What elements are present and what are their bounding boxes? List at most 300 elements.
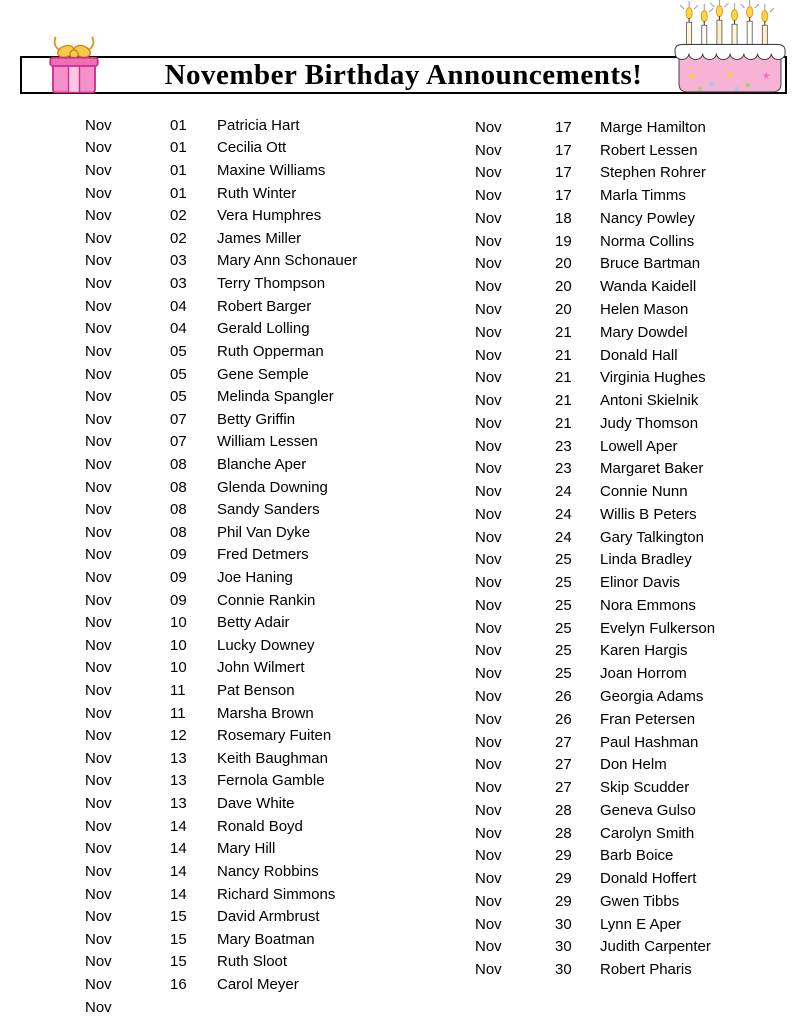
birthday-day: 02 bbox=[170, 229, 187, 247]
svg-text:★: ★ bbox=[725, 69, 735, 81]
birthday-day: 26 bbox=[555, 710, 572, 728]
birthday-month: Nov bbox=[85, 546, 112, 564]
birthday-row bbox=[85, 363, 465, 386]
birthday-name: Nancy Robbins bbox=[217, 862, 319, 880]
birthday-month: Nov bbox=[85, 908, 112, 926]
birthday-row bbox=[85, 159, 465, 182]
birthday-month: Nov bbox=[85, 704, 112, 722]
birthday-name: Barb Boice bbox=[600, 847, 674, 865]
birthday-day: 12 bbox=[170, 727, 187, 745]
birthday-day: 25 bbox=[555, 551, 572, 569]
birthday-name: Robert Lessen bbox=[600, 141, 698, 159]
birthday-name: Robert Barger bbox=[217, 297, 312, 315]
birthday-month: Nov bbox=[475, 915, 502, 933]
birthday-month: Nov bbox=[85, 252, 112, 270]
birthday-row bbox=[475, 321, 795, 344]
birthday-row bbox=[85, 838, 465, 861]
birthday-month: Nov bbox=[85, 817, 112, 835]
birthday-day: 03 bbox=[170, 252, 187, 270]
birthday-name: Donald Hoffert bbox=[600, 870, 697, 888]
birthday-row bbox=[85, 815, 465, 838]
birthday-row bbox=[475, 366, 795, 389]
birthday-row bbox=[475, 776, 795, 799]
birthday-day: 15 bbox=[170, 908, 187, 926]
birthday-row bbox=[85, 317, 465, 340]
birthday-day: 09 bbox=[170, 568, 187, 586]
birthday-row bbox=[85, 295, 465, 318]
birthday-name: Patricia Hart bbox=[217, 116, 300, 134]
birthday-row bbox=[475, 617, 795, 640]
birthday-name: Don Helm bbox=[600, 756, 667, 774]
birthday-day: 01 bbox=[170, 184, 187, 202]
birthday-name: Betty Adair bbox=[217, 614, 290, 632]
birthday-day: 23 bbox=[555, 460, 572, 478]
birthday-name: Sandy Sanders bbox=[217, 501, 320, 519]
birthday-name: William Lessen bbox=[217, 433, 318, 451]
birthday-row bbox=[475, 184, 795, 207]
birthday-day: 20 bbox=[555, 278, 572, 296]
birthday-day: 24 bbox=[555, 528, 572, 546]
birthday-row bbox=[475, 936, 795, 959]
birthday-day: 04 bbox=[170, 297, 187, 315]
birthday-day: 11 bbox=[170, 704, 186, 722]
birthday-name: Carol Meyer bbox=[217, 975, 299, 993]
birthday-month: Nov bbox=[85, 365, 112, 383]
birthday-name: Marla Timms bbox=[600, 187, 686, 205]
birthday-month: Nov bbox=[475, 141, 502, 159]
birthday-list-left-column bbox=[85, 114, 465, 1018]
birthday-name: Lucky Downey bbox=[217, 636, 315, 654]
birthday-name: Stephen Rohrer bbox=[600, 164, 706, 182]
birthday-row bbox=[475, 662, 795, 685]
birthday-name: Skip Scudder bbox=[600, 779, 690, 797]
birthday-month: Nov bbox=[85, 455, 112, 473]
birthday-row bbox=[85, 114, 465, 137]
birthday-row bbox=[475, 890, 795, 913]
birthday-row bbox=[475, 162, 795, 185]
birthday-name: Robert Pharis bbox=[600, 961, 692, 979]
birthday-month: Nov bbox=[85, 975, 112, 993]
birthday-row bbox=[475, 435, 795, 458]
birthday-row bbox=[85, 385, 465, 408]
birthday-name: Joan Horrom bbox=[600, 665, 687, 683]
birthday-name: Glenda Downing bbox=[217, 478, 328, 496]
birthday-day: 14 bbox=[170, 885, 187, 903]
birthday-month: Nov bbox=[85, 116, 112, 134]
birthday-row bbox=[85, 227, 465, 250]
birthday-name: Antoni Skielnik bbox=[600, 392, 699, 410]
birthday-row bbox=[475, 708, 795, 731]
birthday-month: Nov bbox=[85, 682, 112, 700]
birthday-month: Nov bbox=[475, 483, 502, 501]
birthday-month: Nov bbox=[475, 164, 502, 182]
birthday-name: Carolyn Smith bbox=[600, 824, 695, 842]
birthday-name: Nancy Powley bbox=[600, 209, 696, 227]
birthday-row bbox=[85, 340, 465, 363]
birthday-month: Nov bbox=[475, 801, 502, 819]
birthday-row bbox=[85, 250, 465, 273]
birthday-row bbox=[85, 544, 465, 567]
birthday-name: Fred Detmers bbox=[217, 546, 309, 564]
birthday-name: Karen Hargis bbox=[600, 642, 688, 660]
birthday-row bbox=[475, 913, 795, 936]
birthday-day: 08 bbox=[170, 501, 187, 519]
birthday-month: Nov bbox=[475, 209, 502, 227]
birthday-name: Mary Ann Schonauer bbox=[217, 252, 358, 270]
svg-text:★: ★ bbox=[761, 70, 771, 82]
birthday-day: 30 bbox=[555, 961, 572, 979]
birthday-name: Vera Humphres bbox=[217, 207, 322, 225]
birthday-day: 20 bbox=[555, 255, 572, 273]
birthday-name: Judith Carpenter bbox=[600, 938, 711, 956]
birthday-name: Helen Mason bbox=[600, 301, 689, 318]
birthday-row bbox=[85, 657, 465, 680]
birthday-row bbox=[85, 996, 465, 1018]
birthday-day: 27 bbox=[555, 779, 572, 797]
birthday-month: Nov bbox=[475, 870, 502, 888]
svg-text:★: ★ bbox=[697, 83, 704, 93]
birthday-month: Nov bbox=[475, 392, 502, 410]
birthday-name: Mary Boatman bbox=[217, 930, 315, 948]
birthday-row bbox=[475, 799, 795, 822]
birthday-name: Ruth Winter bbox=[217, 184, 297, 202]
birthday-name: Willis B Peters bbox=[600, 505, 697, 523]
birthday-row bbox=[475, 139, 795, 162]
birthday-month: Nov bbox=[85, 614, 112, 632]
birthday-month: Nov bbox=[85, 275, 112, 293]
birthday-day: 05 bbox=[170, 388, 187, 406]
birthday-month: Nov bbox=[85, 840, 112, 858]
birthday-month: Nov bbox=[475, 437, 502, 455]
birthday-row bbox=[475, 753, 795, 776]
birthday-month: Nov bbox=[85, 229, 112, 247]
birthday-row bbox=[475, 503, 795, 526]
birthday-day: 15 bbox=[170, 953, 187, 971]
birthday-name: Wanda Kaidell bbox=[600, 278, 697, 296]
birthday-row bbox=[85, 679, 465, 702]
birthday-day: 21 bbox=[555, 346, 572, 364]
birthday-name: Margaret Baker bbox=[600, 460, 704, 478]
birthday-name: Geneva Gulso bbox=[600, 801, 696, 819]
birthday-month: Nov bbox=[475, 232, 502, 250]
birthday-name: Ruth Opperman bbox=[217, 342, 324, 360]
birthday-month: Nov bbox=[475, 961, 502, 979]
birthday-day: 08 bbox=[170, 455, 187, 473]
birthday-day: 01 bbox=[170, 139, 187, 157]
birthday-name: Marsha Brown bbox=[217, 704, 314, 722]
birthday-day: 08 bbox=[170, 478, 187, 496]
birthday-row bbox=[475, 298, 795, 321]
birthday-name: Marge Hamilton bbox=[600, 118, 706, 136]
birthday-name: Betty Griffin bbox=[217, 410, 296, 428]
birthday-month: Nov bbox=[475, 323, 502, 341]
birthday-month: Nov bbox=[475, 118, 502, 136]
birthday-month: Nov bbox=[475, 187, 502, 205]
birthday-row bbox=[475, 640, 795, 663]
birthday-day: 21 bbox=[555, 392, 572, 410]
birthday-day: 17 bbox=[555, 164, 572, 182]
birthday-name: Evelyn Fulkerson bbox=[600, 619, 716, 637]
birthday-month: Nov bbox=[475, 596, 502, 614]
birthday-day: 19 bbox=[555, 232, 572, 250]
birthday-day: 03 bbox=[170, 275, 187, 293]
birthday-name: Rosemary Fuiten bbox=[217, 727, 332, 745]
birthday-name: Mary Dowdel bbox=[600, 323, 688, 341]
birthday-month: Nov bbox=[85, 501, 112, 519]
birthday-name: Lowell Aper bbox=[600, 437, 678, 455]
birthday-month: Nov bbox=[85, 930, 112, 948]
birthday-day: 13 bbox=[170, 772, 187, 790]
birthday-name: Gary Talkington bbox=[600, 528, 704, 546]
birthday-month: Nov bbox=[475, 414, 502, 432]
birthday-month: Nov bbox=[85, 998, 112, 1016]
birthday-name: Donald Hall bbox=[600, 346, 678, 364]
birthday-name: Phil Van Dyke bbox=[217, 523, 311, 541]
birthday-day: 25 bbox=[555, 574, 572, 592]
birthday-day: 29 bbox=[555, 847, 572, 865]
birthday-month: Nov bbox=[85, 636, 112, 654]
birthday-name: Norma Collins bbox=[600, 232, 695, 250]
birthday-month: Nov bbox=[475, 665, 502, 683]
birthday-day: 07 bbox=[170, 433, 187, 451]
birthday-month: Nov bbox=[475, 619, 502, 637]
birthday-name: Bruce Bartman bbox=[600, 255, 701, 273]
birthday-month: Nov bbox=[85, 342, 112, 360]
birthday-day: 25 bbox=[555, 596, 572, 614]
birthday-name: Dave White bbox=[217, 795, 295, 813]
birthday-month: Nov bbox=[475, 710, 502, 728]
birthday-day: 24 bbox=[555, 505, 572, 523]
birthday-row bbox=[85, 476, 465, 499]
birthday-row bbox=[475, 480, 795, 503]
birthday-month: Nov bbox=[475, 756, 502, 774]
birthday-month: Nov bbox=[85, 862, 112, 880]
birthday-row bbox=[85, 453, 465, 476]
birthday-row bbox=[85, 973, 465, 996]
birthday-name: Lynn E Aper bbox=[600, 915, 682, 933]
birthday-day: 01 bbox=[170, 162, 187, 180]
birthday-month: Nov bbox=[475, 369, 502, 387]
birthday-row bbox=[85, 408, 465, 431]
birthday-day: 28 bbox=[555, 824, 572, 842]
birthday-month: Nov bbox=[475, 938, 502, 956]
birthday-day: 09 bbox=[170, 546, 187, 564]
birthday-row bbox=[475, 389, 795, 412]
birthday-day: 17 bbox=[555, 141, 572, 159]
birthday-name: Maxine Williams bbox=[217, 162, 326, 180]
birthday-day: 09 bbox=[170, 591, 187, 609]
birthday-day: 26 bbox=[555, 688, 572, 706]
birthday-row bbox=[85, 272, 465, 295]
birthday-day: 13 bbox=[170, 749, 187, 767]
birthday-day: 29 bbox=[555, 870, 572, 888]
birthday-row bbox=[475, 731, 795, 754]
birthday-day: 27 bbox=[555, 733, 572, 751]
birthday-month: Nov bbox=[85, 523, 112, 541]
birthday-row bbox=[85, 611, 465, 634]
birthday-row bbox=[85, 883, 465, 906]
birthday-row bbox=[85, 747, 465, 770]
birthday-cake-icon bbox=[666, 0, 794, 104]
birthday-day: 16 bbox=[170, 975, 187, 993]
page-title: November Birthday Announcements! bbox=[164, 58, 643, 91]
birthday-name: Nora Emmons bbox=[600, 596, 696, 614]
birthday-day: 20 bbox=[555, 301, 572, 318]
birthday-name: John Wilmert bbox=[217, 659, 305, 677]
birthday-name: Ruth Sloot bbox=[217, 953, 288, 971]
birthday-day: 23 bbox=[555, 437, 572, 455]
svg-text:★: ★ bbox=[687, 70, 697, 82]
birthday-month: Nov bbox=[475, 255, 502, 273]
birthday-month: Nov bbox=[85, 749, 112, 767]
birthday-row bbox=[85, 498, 465, 521]
birthday-row bbox=[85, 137, 465, 160]
birthday-row bbox=[475, 571, 795, 594]
birthday-row bbox=[475, 344, 795, 367]
birthday-month: Nov bbox=[475, 892, 502, 910]
birthday-name: Melinda Spangler bbox=[217, 388, 334, 406]
birthday-row bbox=[85, 724, 465, 747]
birthday-row bbox=[85, 905, 465, 928]
birthday-row bbox=[85, 860, 465, 883]
birthday-day: 14 bbox=[170, 862, 187, 880]
birthday-row bbox=[475, 594, 795, 617]
birthday-row bbox=[85, 702, 465, 725]
birthday-month: Nov bbox=[85, 388, 112, 406]
birthday-month: Nov bbox=[475, 574, 502, 592]
birthday-month: Nov bbox=[475, 642, 502, 660]
birthday-row bbox=[475, 230, 795, 253]
birthday-row bbox=[475, 822, 795, 845]
birthday-name: Gene Semple bbox=[217, 365, 309, 383]
birthday-row bbox=[475, 549, 795, 572]
birthday-row bbox=[475, 958, 795, 981]
birthday-month: Nov bbox=[85, 184, 112, 202]
birthday-row bbox=[85, 928, 465, 951]
birthday-name: Gerald Lolling bbox=[217, 320, 310, 338]
birthday-name: Connie Nunn bbox=[600, 483, 688, 501]
birthday-month: Nov bbox=[85, 795, 112, 813]
birthday-row bbox=[475, 685, 795, 708]
birthday-month: Nov bbox=[475, 688, 502, 706]
birthday-row bbox=[85, 566, 465, 589]
birthday-name: Pat Benson bbox=[217, 682, 295, 700]
birthday-name: Elinor Davis bbox=[600, 574, 681, 592]
birthday-row bbox=[85, 951, 465, 974]
birthday-month: Nov bbox=[475, 301, 502, 318]
birthday-row bbox=[475, 116, 795, 139]
birthday-month: Nov bbox=[85, 568, 112, 586]
birthday-day: 30 bbox=[555, 938, 572, 956]
birthday-day: 25 bbox=[555, 642, 572, 660]
birthday-month: Nov bbox=[85, 297, 112, 315]
birthday-month: Nov bbox=[85, 953, 112, 971]
birthday-month: Nov bbox=[475, 847, 502, 865]
birthday-day: 07 bbox=[170, 410, 187, 428]
birthday-month: Nov bbox=[85, 591, 112, 609]
birthday-name: Blanche Aper bbox=[217, 455, 307, 473]
birthday-day: 21 bbox=[555, 323, 572, 341]
birthday-row bbox=[475, 845, 795, 868]
birthday-day: 21 bbox=[555, 369, 572, 387]
birthday-day: 05 bbox=[170, 342, 187, 360]
birthday-month: Nov bbox=[85, 659, 112, 677]
birthday-list-right-column bbox=[475, 116, 795, 981]
birthday-name: Fran Petersen bbox=[600, 710, 696, 728]
birthday-day: 13 bbox=[170, 795, 187, 813]
birthday-row bbox=[85, 521, 465, 544]
birthday-row bbox=[85, 634, 465, 657]
birthday-name: Gwen Tibbs bbox=[600, 892, 680, 910]
birthday-month: Nov bbox=[85, 207, 112, 225]
birthday-month: Nov bbox=[85, 433, 112, 451]
birthday-name: Fernola Gamble bbox=[217, 772, 325, 790]
birthday-day: 27 bbox=[555, 756, 572, 774]
birthday-row bbox=[475, 412, 795, 435]
birthday-name: Judy Thomson bbox=[600, 414, 699, 432]
birthday-month: Nov bbox=[475, 551, 502, 569]
birthday-month: Nov bbox=[475, 346, 502, 364]
birthday-month: Nov bbox=[475, 779, 502, 797]
svg-text:★: ★ bbox=[733, 83, 740, 93]
birthday-month: Nov bbox=[85, 478, 112, 496]
birthday-day: 28 bbox=[555, 801, 572, 819]
birthday-day: 24 bbox=[555, 483, 572, 501]
birthday-month: Nov bbox=[85, 320, 112, 338]
birthday-row bbox=[475, 253, 795, 276]
birthday-day: 18 bbox=[555, 209, 572, 227]
birthday-day: 11 bbox=[170, 682, 186, 700]
birthday-name: Virginia Hughes bbox=[600, 369, 706, 387]
birthday-day: 17 bbox=[555, 187, 572, 205]
birthday-month: Nov bbox=[475, 824, 502, 842]
birthday-name: Keith Baughman bbox=[217, 749, 328, 767]
birthday-row bbox=[85, 792, 465, 815]
birthday-month: Nov bbox=[475, 278, 502, 296]
birthday-row bbox=[475, 275, 795, 298]
gift-icon bbox=[40, 34, 108, 98]
birthday-month: Nov bbox=[85, 885, 112, 903]
birthday-row bbox=[475, 207, 795, 230]
birthday-name: Terry Thompson bbox=[217, 275, 326, 293]
birthday-day: 10 bbox=[170, 659, 187, 677]
birthday-day: 17 bbox=[555, 118, 572, 136]
birthday-day: 04 bbox=[170, 320, 187, 338]
birthday-day: 30 bbox=[555, 915, 572, 933]
birthday-month: Nov bbox=[475, 505, 502, 523]
birthday-row bbox=[85, 182, 465, 205]
birthday-name: Georgia Adams bbox=[600, 688, 704, 706]
birthday-name: Mary Hill bbox=[217, 840, 276, 858]
birthday-row bbox=[475, 457, 795, 480]
birthday-day: 08 bbox=[170, 523, 187, 541]
birthday-day: 14 bbox=[170, 840, 187, 858]
birthday-day: 01 bbox=[170, 116, 187, 134]
birthday-row bbox=[475, 867, 795, 890]
birthday-row bbox=[85, 204, 465, 227]
birthday-row bbox=[85, 589, 465, 612]
birthday-day: 10 bbox=[170, 636, 187, 654]
birthday-day: 25 bbox=[555, 619, 572, 637]
birthday-day: 21 bbox=[555, 414, 572, 432]
birthday-name: Joe Haning bbox=[217, 568, 293, 586]
birthday-day: 02 bbox=[170, 207, 187, 225]
birthday-name: Linda Bradley bbox=[600, 551, 692, 569]
birthday-month: Nov bbox=[85, 772, 112, 790]
birthday-month: Nov bbox=[85, 162, 112, 180]
birthday-day: 15 bbox=[170, 930, 187, 948]
birthday-row bbox=[85, 431, 465, 454]
